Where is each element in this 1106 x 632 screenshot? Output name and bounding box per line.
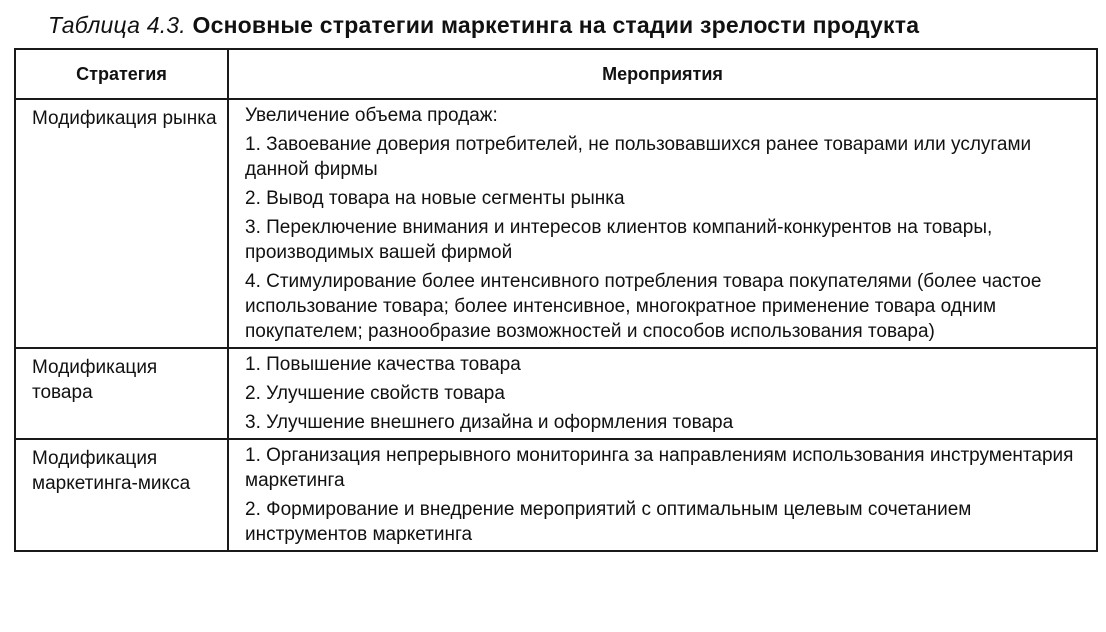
caption-label: Таблица 4.3. xyxy=(48,12,186,38)
header-measures: Мероприятия xyxy=(228,49,1097,99)
table-caption xyxy=(48,10,1104,40)
table-row xyxy=(15,348,1097,439)
caption-title: Основные стратегии маркетинга на стадии зрелости продукта xyxy=(192,12,920,38)
table-row xyxy=(15,439,1097,551)
measure-item: 4. Стимулирование более интенсивного потребления товара покупателями (более частое использование товара; более интенсивное, многократное применение товара одним покупателем; разнообразие возможностей и способов использования товара) xyxy=(245,271,1042,342)
measure-item: 1. Завоевание доверия потребителей, не пользовавшихся ранее товарами или услугами данной фирмы xyxy=(245,134,1032,180)
measures-cell xyxy=(228,99,1097,348)
measure-item: 2. Формирование и внедрение мероприятий с оптимальным целевым сочетанием инструментов маркетинга xyxy=(245,499,972,545)
measure-item: 2. Улучшение свойств товара xyxy=(245,383,505,404)
measure-item: Увеличение объема продаж: xyxy=(245,105,498,126)
measure-item: 3. Переключение внимания и интересов клиентов компаний-конкурентов на товары, производимых вашей фирмой xyxy=(245,217,993,263)
measure-item: 2. Вывод товара на новые сегменты рынка xyxy=(245,188,625,209)
measure-item: 1. Организация непрерывного мониторинга за направлениям использования инструментария маркетинга xyxy=(245,445,1074,491)
strategy-cell: Модификация маркетинга-микса xyxy=(15,439,228,551)
header-row xyxy=(15,49,1097,99)
measure-item: 1. Повышение качества товара xyxy=(245,354,521,375)
strategy-cell: Модификация товара xyxy=(15,348,228,439)
measures-cell xyxy=(228,439,1097,551)
measure-item: 3. Улучшение внешнего дизайна и оформления товара xyxy=(245,412,734,433)
header-strategy: Стратегия xyxy=(15,49,228,99)
measures-cell xyxy=(228,348,1097,439)
table-row xyxy=(15,99,1097,348)
strategies-table xyxy=(14,48,1098,552)
strategy-cell: Модификация рынка xyxy=(15,99,228,348)
